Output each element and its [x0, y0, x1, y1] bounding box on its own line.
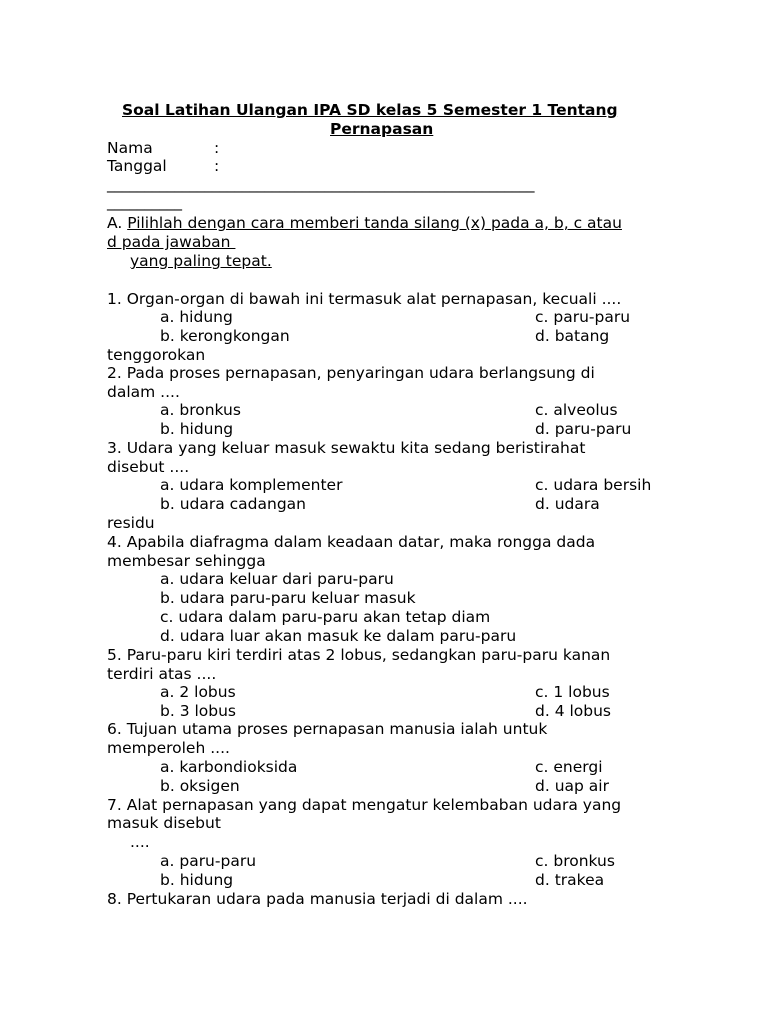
question-3-option-d: d. udara [535, 495, 600, 513]
instruction-text: Pilihlah dengan cara memberi tanda silang (x) pada a, b, c atau [127, 214, 622, 232]
question-7-option-c: c. bronkus [535, 852, 615, 870]
question-2-option-d: d. paru-paru [535, 420, 632, 438]
question-1-option-c: c. paru-paru [535, 308, 631, 326]
question-3-option-a: a. udara komplementer [160, 476, 343, 494]
question-4-stem-continued: membesar sehingga [107, 552, 266, 570]
question-7-option-a: a. paru-paru [160, 852, 257, 870]
question-2-stem-continued: dalam .... [107, 383, 180, 401]
question-3-option-d-continued: residu [107, 514, 155, 532]
question-7-stem-continued: masuk disebut [107, 814, 221, 832]
question-6-option-b: b. oksigen [160, 777, 240, 795]
question-3-stem-continued: disebut .... [107, 458, 190, 476]
question-6-option-d: d. uap air [535, 777, 609, 795]
question-6-option-c: c. energi [535, 758, 603, 776]
separator-rule: _________________________________________________________ [107, 175, 535, 193]
question-7-stem-ellipsis: .... [130, 833, 150, 851]
question-2-option-b: b. hidung [160, 420, 234, 438]
instruction-text-2: d pada jawaban [107, 233, 236, 251]
question-8-stem: 8. Pertukaran udara pada manusia terjadi di dalam .... [107, 890, 528, 908]
tanggal-label: Tanggal [107, 157, 167, 175]
question-1-option-a: a. hidung [160, 308, 233, 326]
section-label: A. [107, 214, 128, 232]
question-4-option-d: d. udara luar akan masuk ke dalam paru-paru [160, 627, 517, 645]
question-6-option-a: a. karbondioksida [160, 758, 298, 776]
question-3-option-b: b. udara cadangan [160, 495, 306, 513]
question-4-option-a: a. udara keluar dari paru-paru [160, 570, 394, 588]
question-5-option-a: a. 2 lobus [160, 683, 236, 701]
question-1-option-d: d. batang [535, 327, 610, 345]
question-5-stem-continued: terdiri atas .... [107, 665, 217, 683]
question-5-option-c: c. 1 lobus [535, 683, 610, 701]
question-5-option-b: b. 3 lobus [160, 702, 237, 720]
question-5-option-d: d. 4 lobus [535, 702, 612, 720]
question-4-stem: 4. Apabila diafragma dalam keadaan datar, maka rongga dada [107, 533, 596, 551]
question-6-stem-continued: memperoleh .... [107, 739, 230, 757]
question-7-option-b: b. hidung [160, 871, 234, 889]
question-4-option-b: b. udara paru-paru keluar masuk [160, 589, 416, 607]
question-1-stem: 1. Organ-organ di bawah ini termasuk alat pernapasan, kecuali .... [107, 290, 622, 308]
question-7-stem: 7. Alat pernapasan yang dapat mengatur kelembaban udara yang [107, 796, 622, 814]
question-1-option-d-continued: tenggorokan [107, 346, 206, 364]
question-7-option-d: d. trakea [535, 871, 605, 889]
question-2-option-c: c. alveolus [535, 401, 618, 419]
nama-label: Nama [107, 139, 153, 157]
question-3-stem: 3. Udara yang keluar masuk sewaktu kita sedang beristirahat [107, 439, 586, 457]
question-4-option-c: c. udara dalam paru-paru akan tetap diam [160, 608, 491, 626]
question-2-option-a: a. bronkus [160, 401, 241, 419]
question-1-option-b: b. kerongkongan [160, 327, 290, 345]
instruction-line [107, 214, 622, 233]
instruction-text-3: yang paling tepat. [130, 252, 272, 270]
question-6-stem: 6. Tujuan utama proses pernapasan manusia ialah untuk [107, 720, 548, 738]
separator-rule-short: __________ [107, 193, 182, 211]
tanggal-colon: : [214, 157, 220, 175]
question-2-stem: 2. Pada proses pernapasan, penyaringan udara berlangsung di [107, 364, 595, 382]
document-title-continued: Pernapasan [330, 120, 434, 138]
question-3-option-c: c. udara bersih [535, 476, 652, 494]
question-5-stem: 5. Paru-paru kiri terdiri atas 2 lobus, sedangkan paru-paru kanan [107, 646, 611, 664]
document-title: Soal Latihan Ulangan IPA SD kelas 5 Semester 1 Tentang [122, 101, 618, 119]
nama-colon: : [214, 139, 220, 157]
